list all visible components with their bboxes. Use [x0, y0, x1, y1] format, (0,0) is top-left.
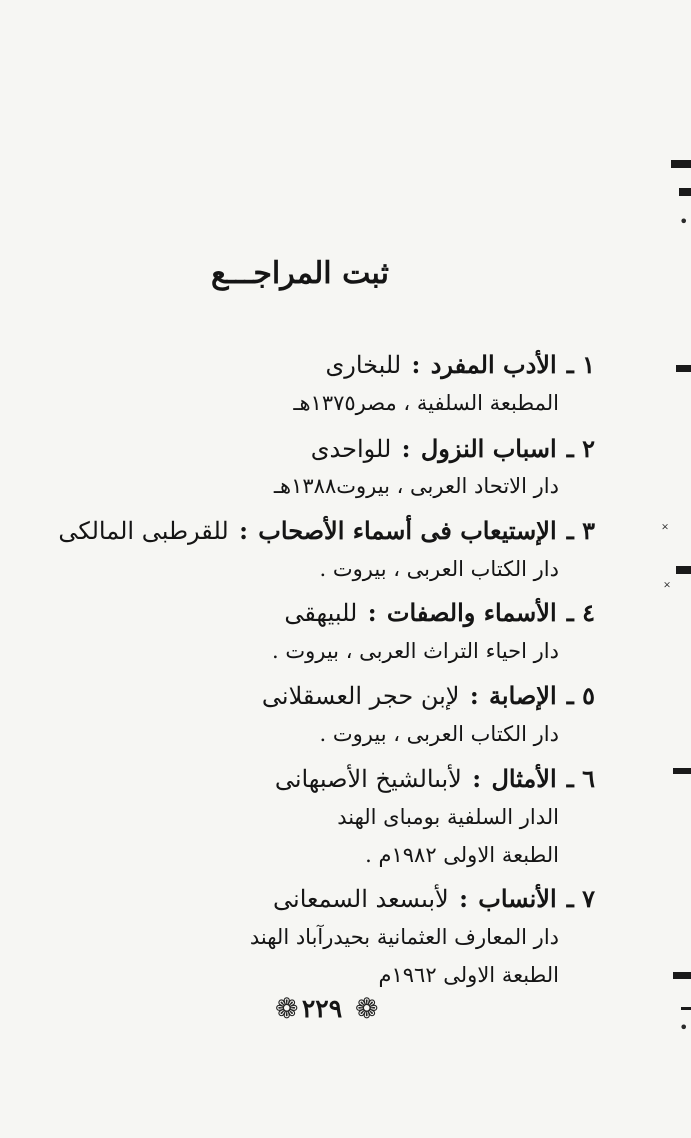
reference-entry-5 [262, 681, 595, 710]
reference-detail-7-1: دار المعارف العثمانية بحيدرآباد الهند [249, 925, 559, 949]
edge-dot-1-icon: • [679, 212, 689, 231]
edge-mark-3-icon [676, 365, 691, 372]
reference-title-1: الأدب المفرد [430, 350, 557, 379]
reference-separator-5: : [469, 681, 479, 710]
reference-title-3: الإستيعاب فى أسماء الأصحاب [258, 516, 557, 545]
reference-author-2: للواحدى [310, 435, 392, 463]
reference-separator-2: : [401, 434, 411, 463]
reference-author-7: لأبىسعد السمعانى [273, 885, 449, 913]
references-title: ثبت المراجـــع [211, 256, 389, 291]
reference-entry-7 [273, 884, 595, 913]
reference-number-4: ٤ ـ [566, 598, 595, 627]
reference-separator-7: : [459, 884, 468, 913]
edge-dot-3-icon: ˟ [664, 578, 671, 597]
reference-entry-6 [275, 764, 595, 793]
reference-detail-5-1: دار الكتاب العربى ، بيروت . [319, 722, 559, 746]
reference-author-5: لإبن حجر العسقلانى [261, 682, 460, 710]
edge-mark-4-icon [676, 566, 691, 574]
reference-separator-3: : [239, 516, 248, 545]
reference-separator-6: : [472, 764, 482, 793]
reference-author-1: للبخارى [325, 351, 402, 379]
reference-separator-1: : [411, 350, 421, 379]
reference-entry-3 [58, 516, 595, 545]
reference-author-3: للقرطبى المالكى [58, 517, 229, 545]
reference-title-5: الإصابة [489, 681, 557, 710]
reference-separator-4: : [367, 598, 377, 627]
edge-mark-7-icon [681, 1007, 691, 1010]
reference-detail-6-1: الدار السلفية بومباى الهند [337, 805, 559, 829]
reference-detail-7-2: الطبعة الاولى ١٩٦٢م [378, 963, 559, 987]
reference-number-2: ٢ ـ [566, 434, 595, 463]
reference-number-7: ٧ ـ [566, 884, 595, 913]
reference-author-4: للبيهقى [284, 599, 358, 627]
reference-detail-3-1: دار الكتاب العربى ، بيروت . [319, 557, 559, 581]
reference-number-1: ١ ـ [566, 350, 595, 379]
reference-author-6: لأبىالشيخ الأصبهانى [274, 765, 462, 793]
reference-detail-4-1: دار احياء التراث العربى ، بيروت . [272, 639, 559, 663]
left-ornament-icon: ❁ [275, 992, 299, 1025]
reference-title-6: الأمثال [491, 764, 557, 793]
reference-title-2: اسباب النزول [420, 434, 557, 463]
reference-number-6: ٦ ـ [566, 764, 595, 793]
edge-mark-1-icon [671, 160, 691, 168]
page-number: ٢٢٩ [301, 994, 343, 1023]
reference-entry-1 [325, 350, 595, 379]
reference-entry-4 [284, 598, 595, 627]
reference-number-5: ٥ ـ [566, 681, 595, 710]
reference-entry-2 [311, 434, 595, 463]
right-ornament-icon: ❁ [355, 992, 379, 1025]
reference-title-7: الأنساب [478, 884, 557, 913]
reference-detail-6-2: الطبعة الاولى ١٩٨٢م . [365, 843, 559, 867]
reference-detail-1-1: المطبعة السلفية ، مصر١٣٧٥هـ [293, 391, 559, 415]
edge-mark-5-icon [673, 768, 691, 774]
reference-number-3: ٣ ـ [566, 516, 595, 545]
edge-mark-6-icon [673, 972, 691, 979]
reference-title-4: الأسماء والصفات [386, 598, 557, 627]
edge-dot-4-icon: • [679, 1018, 689, 1037]
edge-dot-2-icon: ˟ [662, 520, 669, 539]
page-footer [220, 992, 400, 1032]
edge-mark-2-icon [679, 188, 691, 196]
reference-detail-2-1: دار الاتحاد العربى ، بيروت١٣٨٨هـ [273, 474, 559, 498]
